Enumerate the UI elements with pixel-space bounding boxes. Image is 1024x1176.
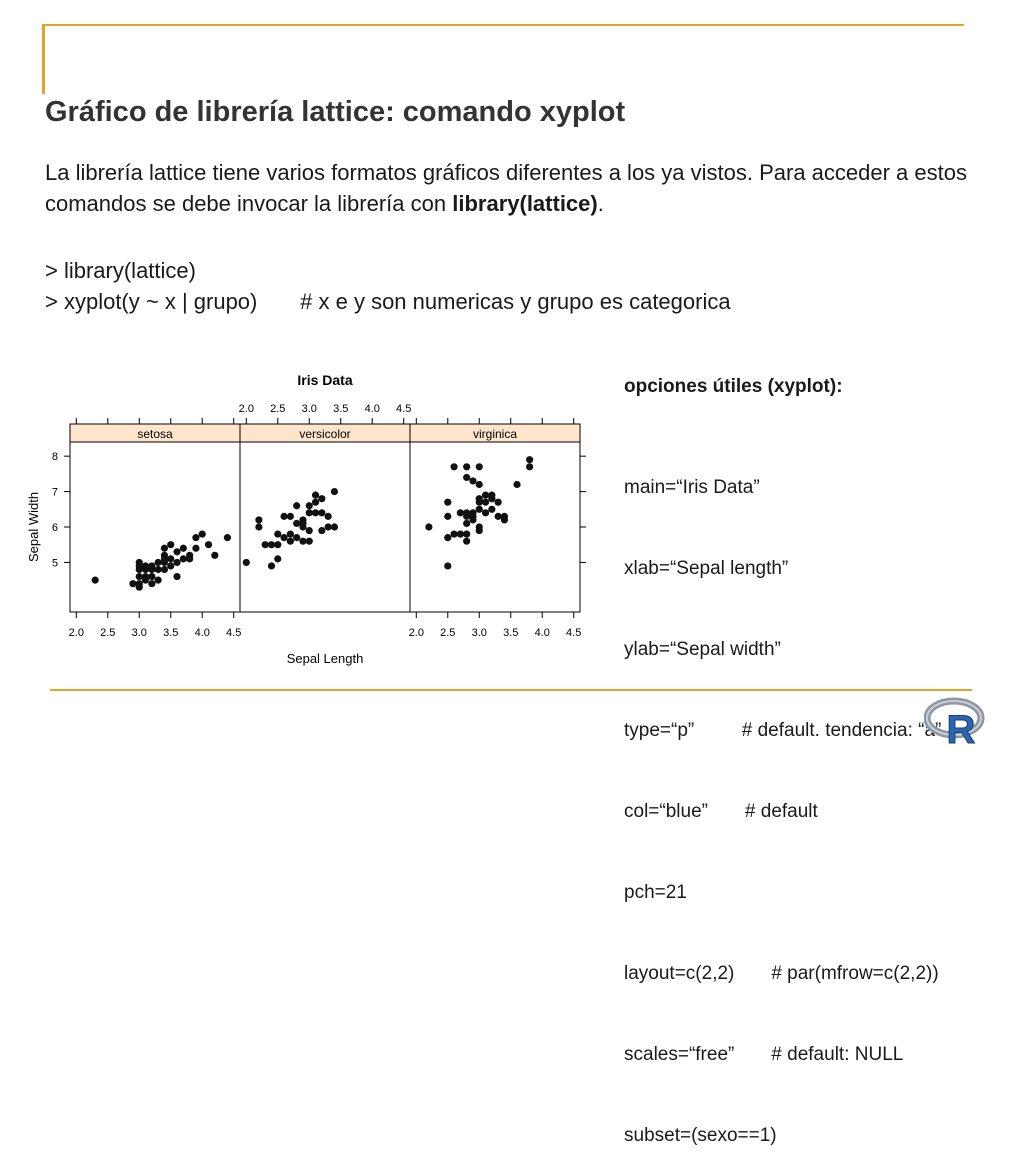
point-setosa-13 — [155, 559, 162, 566]
point-virginica-17 — [469, 509, 476, 516]
option-scales: scales=“free” # default: NULL — [624, 1044, 904, 1065]
point-virginica-26 — [482, 509, 489, 516]
point-virginica-37 — [450, 463, 457, 470]
xtick-label-virginica-2.5: 2.5 — [440, 627, 456, 639]
point-virginica-22 — [476, 495, 483, 502]
point-versicolor-32 — [287, 513, 294, 520]
top-accent-line — [42, 24, 964, 26]
point-versicolor-14 — [299, 538, 306, 545]
point-setosa-37 — [173, 573, 180, 580]
point-setosa-33 — [142, 577, 149, 584]
point-setosa-29 — [224, 534, 231, 541]
iris-lattice-chart — [20, 360, 600, 680]
point-versicolor-0 — [243, 559, 250, 566]
point-setosa-34 — [173, 548, 180, 555]
intro-text: La librería lattice tiene varios formatos gráficos diferentes a los ya vistos. Para acceder a estos comandos se debe invocar la librería con — [45, 160, 967, 216]
point-versicolor-3 — [262, 541, 269, 548]
strip-label-versicolor: versicolor — [299, 427, 351, 441]
point-virginica-8 — [463, 538, 470, 545]
point-setosa-3 — [136, 580, 143, 587]
xtick-label-setosa-2.0: 2.0 — [68, 627, 84, 639]
point-virginica-35 — [526, 463, 533, 470]
point-versicolor-16 — [306, 527, 313, 534]
point-virginica-30 — [495, 513, 502, 520]
point-setosa-17 — [167, 555, 174, 562]
point-versicolor-8 — [287, 538, 294, 545]
point-virginica-16 — [469, 477, 476, 484]
xtick-label-top-2.5: 2.5 — [270, 403, 286, 415]
point-virginica-29 — [488, 506, 495, 513]
point-setosa-20 — [173, 559, 180, 566]
point-setosa-4 — [148, 580, 155, 587]
point-virginica-28 — [488, 495, 495, 502]
point-virginica-3 — [444, 513, 451, 520]
point-versicolor-29 — [299, 520, 306, 527]
xtick-label-top-2.0: 2.0 — [238, 403, 254, 415]
xtick-label-setosa-2.5: 2.5 — [100, 627, 116, 639]
point-versicolor-7 — [280, 513, 287, 520]
point-setosa-25 — [167, 541, 174, 548]
point-versicolor-9 — [287, 530, 294, 537]
point-virginica-36 — [526, 456, 533, 463]
ytick-label-5: 5 — [51, 557, 58, 570]
point-virginica-23 — [476, 463, 483, 470]
point-setosa-38 — [161, 545, 168, 552]
point-versicolor-18 — [312, 499, 319, 506]
point-virginica-31 — [495, 499, 502, 506]
point-setosa-24 — [180, 545, 187, 552]
point-setosa-32 — [155, 577, 162, 584]
point-versicolor-22 — [325, 513, 332, 520]
code-block — [45, 255, 731, 317]
xtick-label-virginica-2.0: 2.0 — [408, 627, 424, 639]
point-setosa-36 — [136, 573, 143, 580]
point-versicolor-17 — [306, 502, 313, 509]
xtick-label-top-4.0: 4.0 — [364, 403, 380, 415]
point-virginica-25 — [482, 499, 489, 506]
code-line-xyplot: > xyplot(y ~ x | grupo) # x e y son numericas y grupo es categorica — [45, 289, 731, 314]
xtick-label-setosa-3.0: 3.0 — [131, 627, 147, 639]
point-setosa-15 — [161, 566, 168, 573]
point-setosa-26 — [192, 545, 199, 552]
r-logo-letter: R — [946, 708, 976, 746]
point-virginica-0 — [425, 523, 432, 530]
point-virginica-7 — [457, 509, 464, 516]
panel-virginica — [410, 442, 580, 612]
xtick-label-top-4.5: 4.5 — [396, 403, 412, 415]
point-setosa-27 — [205, 541, 212, 548]
point-versicolor-34 — [274, 530, 281, 537]
option-xlab: xlab=“Sepal length” — [624, 558, 789, 579]
option-ylab: ylab=“Sepal width” — [624, 639, 781, 660]
point-virginica-38 — [469, 516, 476, 523]
point-versicolor-33 — [306, 538, 313, 545]
point-setosa-21 — [180, 555, 187, 562]
options-title: opciones útiles (xyplot): — [624, 376, 843, 397]
point-virginica-5 — [450, 530, 457, 537]
point-virginica-1 — [444, 562, 451, 569]
point-versicolor-15 — [306, 509, 313, 516]
point-virginica-20 — [476, 481, 483, 488]
r-logo — [924, 696, 988, 746]
point-versicolor-25 — [331, 488, 338, 495]
strip-label-setosa: setosa — [137, 427, 173, 441]
options-list — [624, 420, 941, 1176]
point-versicolor-1 — [255, 523, 262, 530]
point-setosa-35 — [148, 562, 155, 569]
option-col: col=“blue” # default — [624, 801, 818, 822]
point-versicolor-11 — [293, 520, 300, 527]
point-versicolor-4 — [268, 541, 275, 548]
point-virginica-19 — [476, 506, 483, 513]
point-setosa-1 — [129, 580, 136, 587]
y-axis-label: Sepal Width — [26, 491, 41, 563]
point-versicolor-5 — [274, 541, 281, 548]
ytick-label-6: 6 — [51, 522, 58, 534]
point-versicolor-23 — [325, 523, 332, 530]
point-setosa-39 — [142, 566, 149, 573]
option-subset: subset=(sexo==1) — [624, 1125, 777, 1146]
point-versicolor-21 — [318, 527, 325, 534]
point-setosa-0 — [92, 577, 99, 584]
point-versicolor-27 — [318, 495, 325, 502]
ytick-label-7: 7 — [51, 486, 58, 499]
left-accent-line — [42, 24, 45, 94]
point-virginica-24 — [482, 492, 489, 499]
point-setosa-11 — [148, 573, 155, 580]
point-virginica-2 — [444, 534, 451, 541]
point-setosa-31 — [192, 534, 199, 541]
point-versicolor-2 — [255, 516, 262, 523]
point-virginica-4 — [444, 499, 451, 506]
option-layout: layout=c(2,2) # par(mfrow=c(2,2)) — [624, 963, 939, 984]
point-versicolor-24 — [331, 523, 338, 530]
ytick-label-8: 8 — [51, 451, 58, 464]
xtick-label-top-3.5: 3.5 — [333, 403, 349, 415]
option-main: main=“Iris Data” — [624, 477, 760, 498]
xtick-label-setosa-4.5: 4.5 — [226, 627, 242, 639]
xtick-label-top-3.0: 3.0 — [301, 403, 317, 415]
point-virginica-6 — [457, 530, 464, 537]
intro-paragraph — [45, 157, 975, 219]
point-virginica-34 — [513, 481, 520, 488]
xtick-label-virginica-3.5: 3.5 — [503, 627, 519, 639]
point-virginica-10 — [463, 520, 470, 527]
point-virginica-39 — [476, 523, 483, 530]
point-virginica-12 — [463, 509, 470, 516]
intro-end: . — [597, 191, 604, 216]
point-virginica-33 — [501, 513, 508, 520]
point-versicolor-28 — [293, 502, 300, 509]
chart-title: Iris Data — [297, 372, 353, 388]
xtick-label-virginica-4.5: 4.5 — [566, 627, 582, 639]
xtick-label-setosa-4.0: 4.0 — [194, 627, 210, 639]
intro-bold-command: library(lattice) — [452, 191, 598, 216]
point-setosa-30 — [199, 530, 206, 537]
point-setosa-12 — [155, 566, 162, 573]
point-setosa-9 — [136, 559, 143, 566]
point-setosa-19 — [161, 552, 168, 559]
point-versicolor-26 — [312, 492, 319, 499]
point-setosa-16 — [167, 562, 174, 569]
point-virginica-9 — [463, 530, 470, 537]
point-versicolor-10 — [293, 534, 300, 541]
point-virginica-13 — [463, 474, 470, 481]
x-axis-label: Sepal Length — [286, 651, 364, 666]
point-setosa-23 — [186, 552, 193, 559]
point-versicolor-19 — [312, 509, 319, 516]
point-virginica-14 — [463, 463, 470, 470]
option-type: type=“p” # default. tendencia: “a” — [624, 720, 942, 741]
xtick-label-setosa-3.5: 3.5 — [163, 627, 179, 639]
point-versicolor-30 — [268, 562, 275, 569]
slide-title: Gráfico de librería lattice: comando xyplot — [45, 96, 626, 128]
point-setosa-28 — [211, 552, 218, 559]
panel-setosa — [70, 442, 240, 612]
strip-label-virginica: virginica — [472, 427, 518, 441]
point-versicolor-6 — [280, 534, 287, 541]
xtick-label-virginica-3.0: 3.0 — [471, 627, 487, 639]
option-pch: pch=21 — [624, 882, 687, 903]
xtick-label-virginica-4.0: 4.0 — [534, 627, 550, 639]
code-line-library: > library(lattice) — [45, 258, 196, 283]
point-versicolor-31 — [274, 555, 281, 562]
point-versicolor-20 — [318, 509, 325, 516]
